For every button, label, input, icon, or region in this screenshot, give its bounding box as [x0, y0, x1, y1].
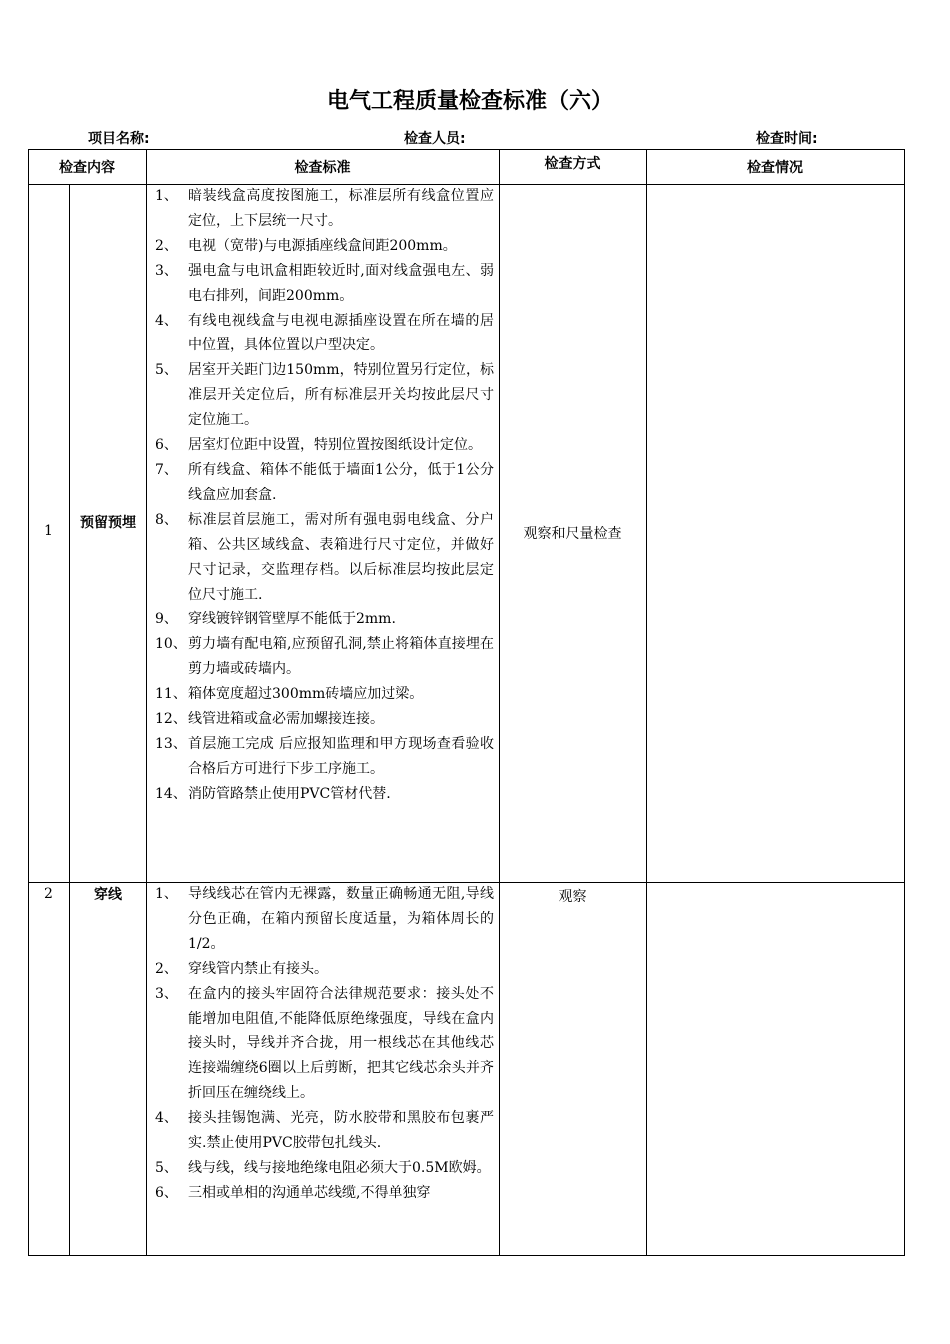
- header-check-result: 检查情况: [747, 160, 803, 176]
- list-item: 6、 三相或单相的沟通单芯线缆,不得单独穿: [155, 1184, 431, 1201]
- header-check-method: 检查方式: [544, 156, 601, 172]
- list-item: 3、 在盒内的接头牢固符合法律规范要求：接头处不能增加电阻值,不能降低原绝缘强度，导线在盒内接头时，导线并齐合拢，用一根线芯在其他线芯连接端缠绕6圈以上后剪断，把其它线芯余头并齐折回压在缠绕线上。: [155, 985, 494, 1102]
- row-1-number: 1: [44, 523, 53, 539]
- list-item: 9、 穿线镀锌钢管壁厚不能低于2mm.: [155, 611, 396, 628]
- col-divider-no: [69, 184, 70, 1256]
- list-item: 1、 导线线芯在管内无裸露，数量正确畅通无阻,导线分色正确，在箱内预留长度适量，为箱体周长的1/2。: [155, 886, 494, 952]
- list-item: 7、 所有线盒、箱体不能低于墙面1公分，低于1公分线盒应加套盒.: [155, 461, 494, 503]
- page-title: 电气工程质量检查标准（六）: [326, 89, 613, 114]
- list-item: 3、 强电盒与电讯盒相距较近时,面对线盒强电左、弱电右排列，间距200mm。: [155, 262, 494, 304]
- col-divider-content: [146, 149, 147, 1256]
- table-border-top: [28, 149, 905, 150]
- list-item: 5、 居室开关距门边150mm，特别位置另行定位，标准层开关定位后，所有标准层开关均按此层尺寸定位施工。: [155, 362, 494, 429]
- list-item: 8、 标准层首层施工，需对所有强电弱电线盒、分户箱、公共区域线盒、表箱进行尺寸定位，并做好尺寸记录，交监理存档。以后标准层均按此层定位尺寸施工.: [155, 511, 494, 603]
- row-1-method: 观察和尺量检查: [523, 526, 622, 542]
- inspector-label: 检查人员:: [404, 131, 466, 147]
- header-check-standard: 检查标准: [294, 160, 351, 176]
- table-border-right: [904, 149, 905, 1256]
- check-time-label: 检查时间:: [756, 131, 818, 147]
- table-border-bottom: [28, 1255, 905, 1256]
- list-item: 2、 电视（宽带)与电源插座线盒间距200mm。: [155, 237, 457, 254]
- project-name-label: 项目名称:: [88, 131, 150, 147]
- row-2-method: 观察: [558, 889, 587, 905]
- col-divider-method: [646, 149, 647, 1256]
- list-item: 5、 线与线，线与接地绝缘电阻必须大于0.5M欧姆。: [155, 1159, 491, 1176]
- list-item: 1、 暗装线盒高度按图施工，标准层所有线盒位置应定位，上下层统一尺寸。: [155, 188, 494, 229]
- row-2-standard-list: [152, 882, 494, 1206]
- row-2-number: 2: [44, 886, 53, 902]
- list-item: 4、 有线电视线盒与电视电源插座设置在所在墙的居中位置，具体位置以户型决定。: [155, 312, 494, 354]
- header-check-content: 检查内容: [59, 160, 115, 176]
- list-item: 4、 接头挂锡饱满、光亮，防水胶带和黑胶布包裹严实.禁止使用PVC胶带包扎线头.: [155, 1110, 494, 1152]
- list-item: 14、 消防管路禁止使用PVC管材代替.: [155, 785, 391, 802]
- row-2-category: 穿线: [94, 887, 122, 903]
- col-divider-standard: [499, 149, 500, 1256]
- list-item: 11、 箱体宽度超过300mm砖墙应加过梁。: [155, 686, 424, 703]
- list-item: 12、 线管进箱或盒必需加螺接连接。: [155, 711, 384, 728]
- list-item: 2、 穿线管内禁止有接头。: [155, 960, 328, 977]
- list-item: 6、 居室灯位距中设置，特别位置按图纸设计定位。: [155, 437, 482, 454]
- table-border-left: [28, 149, 29, 1256]
- row-1-category: 预留预埋: [80, 515, 136, 531]
- list-item: 13、 首层施工完成 后应报知监理和甲方现场查看验收合格后方可进行下步工序施工。: [155, 735, 494, 777]
- list-item: 10、 剪力墙有配电箱,应预留孔洞,禁止将箱体直接埋在剪力墙或砖墙内。: [155, 636, 494, 678]
- row-1-standard-list: [152, 184, 494, 807]
